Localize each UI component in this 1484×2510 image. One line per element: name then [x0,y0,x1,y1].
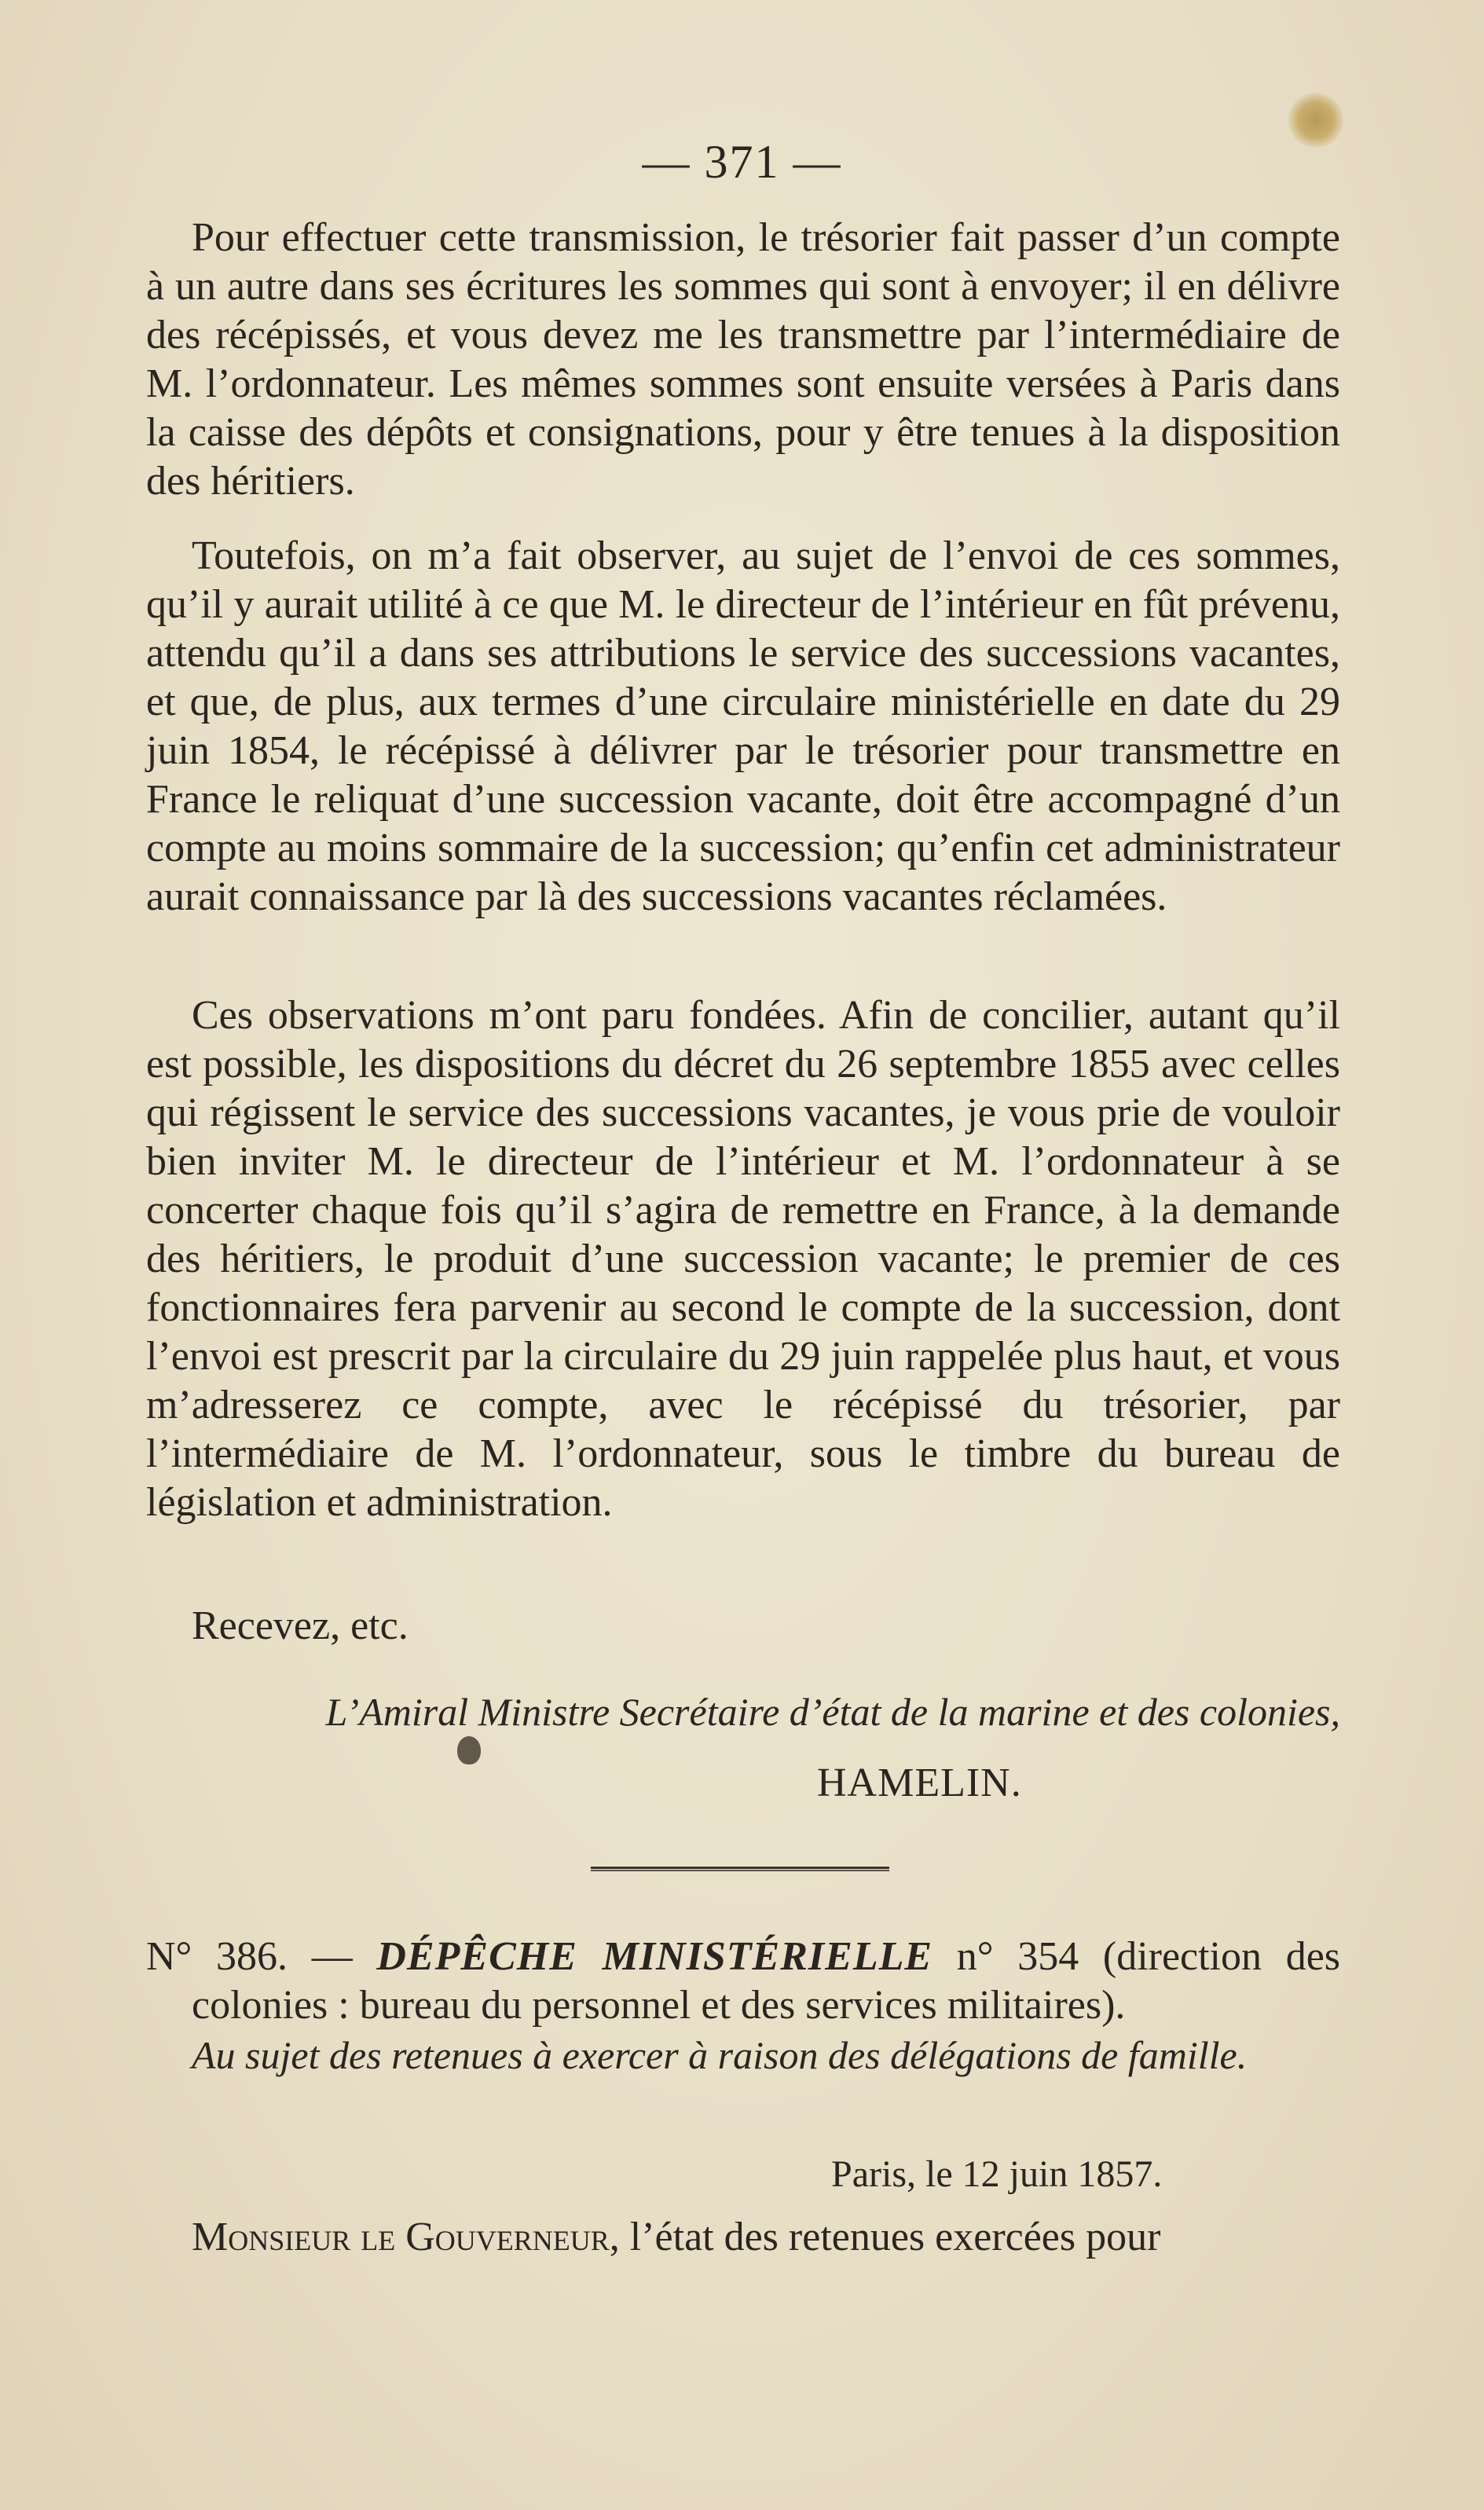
page-number: — 371 — [642,136,842,188]
paragraph-2 [146,532,1340,922]
paragraph-text: Pour effectuer cette transmission, le trésorier fait passer d’un compte à un autre dans ses écritures les sommes qui sont à envoyer; il en délivre des récépissés, et vous devez me les transmettre par l’intermédiaire de M. l’ordonnateur. Les mêmes sommes sont ensuite versées à Paris dans la caisse des dépôts et consignations, pour y être tenues à la disposition des héritiers. [146,215,1340,504]
dispatch-title: DÉPÊCHE MINISTÉRIELLE [376,1934,933,1979]
signature-name: HAMELIN. [817,1761,1022,1805]
dispatch-opening [192,2214,1340,2260]
paragraph-text: Ces observations m’ont paru fondées. Afin de concilier, autant qu’il est possible, les dispositions du décret du 26 septembre 1855 avec celles qui régissent le service des successions vacantes, je vous prie de vouloir bien inviter M. le directeur de l’intérieur et M. l’ordonnateur à se concerter chaque fois qu’il s’agira de remettre en France, à la demande des héritiers, le produit d’une succession vacante; le premier de ces fonctionnaires fera parvenir au second le compte de la succession, dont l’envoi est prescrit par la circulaire du 29 juin rappelée plus haut, et vous m’adresserez ce compte, avec le récépissé du trésorier, par l’intermédiaire de M. l’ordonnateur, sous le timbre du bureau de législation et administration. [146,993,1340,1525]
ink-blot [457,1736,481,1764]
dispatch-dateline: Paris, le 12 juin 1857. [831,2153,1163,2195]
dispatch-number: N° 386. — [146,1934,353,1979]
paragraph-1 [146,214,1340,506]
dispatch-heading [146,1933,1340,2030]
dispatch-details: n° 354 (direction des colonies : bureau du personnel et des services militaires). [192,1934,1341,2028]
signature-title: L’Amiral Ministre Secrétaire d’état de la marine et des colonies, [325,1690,1340,1734]
paragraph-3 [146,991,1340,1527]
salutation: Monsieur le Gouverneur, [192,2215,620,2259]
opening-text: l’état des retenues exercées pour [629,2215,1161,2259]
closing-formula: Recevez, etc. [192,1603,409,1648]
dispatch-subject: Au sujet des retenues à exercer à raison des délégations de famille. [192,2033,1248,2077]
section-divider [591,1867,889,1871]
paragraph-text: Toutefois, on m’a fait observer, au sujet de l’envoi de ces sommes, qu’il y aurait utilité à ce que M. le directeur de l’intérieur en fût prévenu, attendu qu’il a dans ses attributions le service des successions vacantes, et que, de plus, aux termes d’une circulaire ministérielle en date du 29 juin 1854, le récépissé à délivrer par le trésorier pour transmettre en France le reliquat d’une succession vacante, doit être accompagné d’un compte au moins sommaire de la succession; qu’enfin cet administrateur aurait connaissance par là des successions vacantes réclamées. [146,533,1340,919]
